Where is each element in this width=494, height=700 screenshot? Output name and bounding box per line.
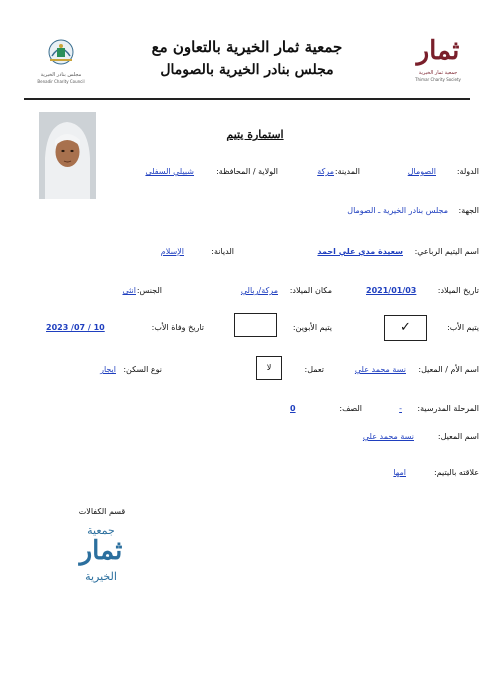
thimar-stamp [68,522,134,594]
name-value: سعيدة مدي علي احمد [317,247,403,256]
father-death-label: تاريخ وفاة الأب: [151,323,204,332]
works-box [256,356,282,380]
agency-value: مجلس بنادر الخيرية ـ الصومال [347,206,448,215]
form-title: استمارة يتيم [226,128,284,141]
header-divider [24,98,470,100]
relation-label: علاقته باليتيم: [434,468,479,477]
both-orphan-label: يتيم الأبوين: [292,323,332,332]
mother-label: اسم الأم / المعيل: [418,365,479,374]
gender-value: انثى [122,286,136,295]
both-orphan-checkbox[interactable] [234,313,277,337]
school-label: المرحلة المدرسية: [417,404,479,413]
benadir-emblem-icon [34,38,88,72]
country-label: الدولة: [456,167,479,176]
school-value: - [399,404,402,413]
housing-value: ايجار [100,365,116,374]
relation-value: امها [393,468,406,477]
city-label: المدينة: [334,167,360,176]
father-orphan-label: يتيم الأب: [447,323,479,332]
thimar-logo-text: ثمار [416,36,460,66]
state-value: شبيلي السفلى [145,167,194,176]
stamp-line1: جمعية [87,524,115,537]
benadir-caption-ar: مجلس بنادر الخيرية [40,72,82,78]
gender-label: الجنس: [136,286,162,295]
thimar-logo [408,36,468,90]
sponsorship-dept-label: قسم الكفالات [78,507,126,516]
works-value: لا [266,363,272,372]
pob-value: مركة/ربالي [240,286,278,295]
father-orphan-checkbox[interactable] [384,315,427,341]
agency-label: الجهة: [458,206,479,215]
thimar-caption-ar: جمعية ثمار الخيرية [418,70,458,76]
pob-label: مكان الميلاد: [289,286,332,295]
religion-value: الإسلام [160,247,184,256]
housing-label: نوع السكن: [123,365,162,374]
thimar-caption-en: Thimar Charity Society [415,77,461,82]
city-value: مركة [317,167,334,176]
mother-value: نسة محمد علي [354,365,406,374]
header-title-line1: جمعية ثمار الخيرية بالتعاون مع [151,38,343,56]
stamp-line3: الخيرية [85,570,117,583]
benadir-logo [34,38,88,86]
check-mark-icon: ✓ [400,320,411,335]
guardian-value: نسة محمد علي [362,432,414,441]
name-label: اسم اليتيم الرباعي: [414,247,479,256]
state-label: الولاية / المحافظة: [216,167,278,176]
dob-value: 2021/01/03 [366,286,417,295]
header-title-line2: مجلس بنادر الخيرية بالصومال [160,62,334,78]
grade-value: 0 [290,404,296,413]
benadir-caption-en: Benadir Charity Council [37,79,85,84]
orphan-photo [39,112,96,199]
stamp-line2: ثمار [79,536,123,566]
religion-label: الديانة: [211,247,234,256]
country-value: الصومال [407,167,436,176]
dob-label: تاريخ الميلاد: [437,286,479,295]
works-label: تعمل: [304,365,324,374]
guardian-label: اسم المعيل: [437,432,479,441]
grade-label: الصف: [339,404,362,413]
father-death-value: 2023 /07 / 10 [46,323,105,332]
